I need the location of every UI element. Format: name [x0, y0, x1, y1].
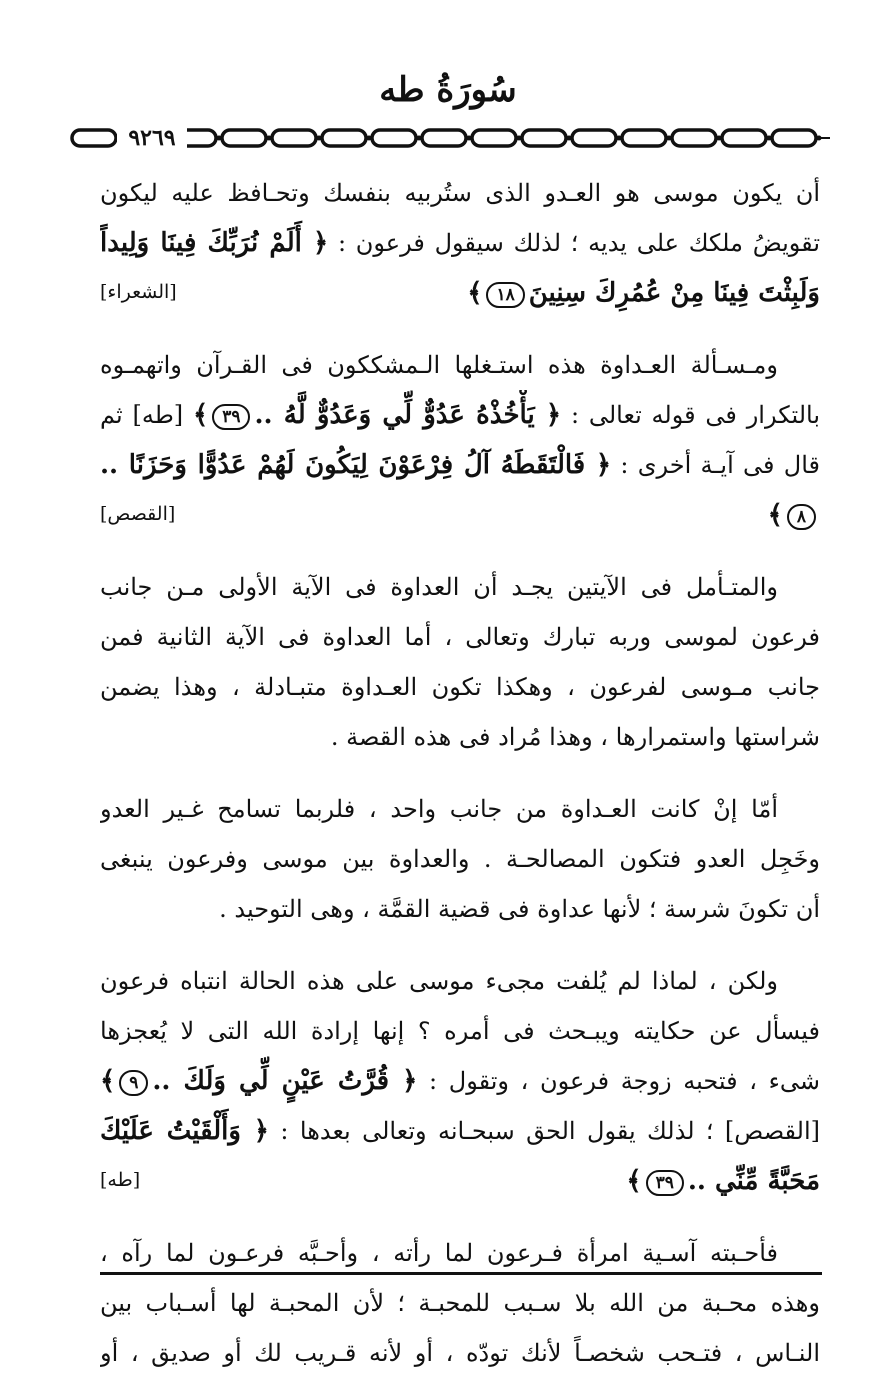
- body-text: ومـسـألة العـداوة هذه استـغلها الـمشككون فى القـرآن واتهمـوه: [100, 351, 778, 379]
- text-line: [100, 884, 820, 934]
- body-text: شىء ، فتحبه زوجة فرعون ، وتقول :: [417, 1067, 820, 1095]
- quran-verse: مَحَبَّةً مِّنِّي ..: [687, 1166, 820, 1196]
- text-line: [100, 1278, 820, 1328]
- quran-verse: ﴾: [767, 500, 783, 530]
- body-text: بالتكرار فى قوله تعالى :: [561, 401, 820, 429]
- text-line: [100, 712, 820, 762]
- footer-rule: [100, 1272, 822, 1275]
- text-line: [100, 1328, 820, 1378]
- text-line: [100, 218, 820, 268]
- text-line: [100, 390, 820, 440]
- quran-verse: ﴿ فَالْتَقَطَهُ آلُ فِرْعَوْنَ لِيَكُونَ لَهُمْ عَدُوًّا وَحَزَنًا ..: [100, 450, 612, 480]
- text-line: [100, 612, 820, 662]
- text-line: [100, 1106, 820, 1156]
- quran-verse: ﴾: [626, 1166, 642, 1196]
- page-body: [100, 168, 820, 1400]
- body-text: فرعون لموسى وربه تبارك وتعالى ، أما العداوة فى الآية الثانية فمن: [100, 623, 820, 651]
- body-text: فيسأل عن حكايته ويبـحث فى أمره ؟ إنها إرادة الله التى لا يُعجزها: [100, 1017, 820, 1045]
- body-text: شراستها واستمرارها ، وهذا مُراد فى هذه القصة .: [330, 723, 820, 751]
- text-line: [100, 340, 820, 390]
- text-line: [100, 440, 820, 490]
- paragraph: [100, 956, 820, 1206]
- page-number: ٩٢٦٩: [117, 124, 187, 152]
- ayah-number-badge: ٩: [119, 1070, 148, 1096]
- body-text: النـاس ، فتـحب شخصـاً لأنك تودّه ، أو لأنه قـريب لك أو صديق ، أو: [100, 1339, 820, 1367]
- text-line: [100, 268, 820, 318]
- quran-verse: وَلَبِثْتَ فِينَا مِنْ عُمُرِكَ سِنِينَ: [528, 278, 820, 308]
- paragraph: [100, 1228, 820, 1378]
- quran-verse: ﴾: [467, 278, 483, 308]
- body-text: والمتـأمل فى الآيتين يجـد أن العداوة فى الآية الأولى مـن جانب: [100, 573, 778, 601]
- text-line: [100, 1156, 820, 1206]
- paragraph: [100, 340, 820, 540]
- body-text: [طه] ثم: [100, 401, 193, 429]
- ayah-number-badge: ٣٩: [212, 404, 250, 430]
- text-line: [100, 562, 820, 612]
- surah-reference: [الشعراء]: [100, 281, 177, 303]
- quran-verse: ﴿ وَأَلْقَيْتُ عَلَيْكَ: [100, 1116, 269, 1146]
- text-line: [100, 956, 820, 1006]
- text-line: [100, 1228, 820, 1278]
- body-text: تقويضُ ملكك على يديه ؛ لذلك سيقول فرعون :: [328, 229, 820, 257]
- body-text: قال فى آيـة أخرى :: [611, 451, 820, 479]
- paragraph: [100, 784, 820, 934]
- body-text: وهذه محـبة من الله بلا سـبب للمحبـة ؛ لأن المحبـة لها أسـباب بين: [100, 1289, 820, 1317]
- quran-verse: ﴿ قُرَّتُ عَيْنٍ لِّي وَلَكَ ..: [152, 1066, 418, 1096]
- paragraph: [100, 562, 820, 762]
- body-text: ولكن ، لماذا لم يُلفت مجىء موسى على هذه الحالة انتباه فرعون: [100, 967, 778, 995]
- body-text: فأحـبته آسـية امرأة فـرعون لما رأته ، وأحـبَّه فرعـون لما رآه ،: [100, 1239, 779, 1267]
- text-line: [100, 834, 820, 884]
- text-line: [100, 662, 820, 712]
- ayah-number-badge: ٣٩: [646, 1170, 684, 1196]
- surah-title: سُورَةُ طه: [379, 70, 517, 110]
- paragraph: [100, 168, 820, 318]
- text-line: [100, 1006, 820, 1056]
- body-text: أن تكونَ شرسة ؛ لأنها عداوة فى قضية القمَّة ، وهى التوحيد .: [219, 895, 820, 923]
- body-text: أمّا إنْ كانت العـداوة من جانب واحد ، فلربما تسامح غـير العدو: [100, 795, 778, 823]
- quran-verse: ﴿ أَلَمْ نُرَبِّكَ فِينَا وَلِيداً: [100, 228, 329, 258]
- ayah-number-badge: ٨: [787, 504, 816, 530]
- text-line: [100, 1056, 820, 1106]
- text-line: [100, 168, 820, 218]
- surah-reference: [طه]: [100, 1169, 141, 1191]
- body-text: أن يكون موسى هو العـدو الذى ستُربيه بنفسك وتحـافظ عليه ليكون: [100, 179, 820, 207]
- quran-verse: ﴾: [100, 1066, 116, 1096]
- quran-verse: ﴾: [192, 400, 209, 430]
- body-text: جانب مـوسى لفرعون ، وهكذا تكون العـداوة متبـادلة ، وهذا يضمن: [100, 673, 820, 701]
- text-line: [100, 784, 820, 834]
- surah-reference: [القصص]: [100, 503, 176, 525]
- quran-verse: ﴿ يَأْخُذْهُ عَدُوٌّ لِّي وَعَدُوٌّ لَّهُ ..: [254, 400, 562, 430]
- body-text: وخَجِل العدو فتكون المصالحـة . والعداوة بين موسى وفرعون ينبغى: [100, 845, 820, 873]
- body-text: [القصص] ؛ لذلك يقول الحق سبحـانه وتعالى بعدها :: [269, 1117, 820, 1145]
- ayah-number-badge: ١٨: [486, 282, 524, 308]
- text-line: [100, 490, 820, 540]
